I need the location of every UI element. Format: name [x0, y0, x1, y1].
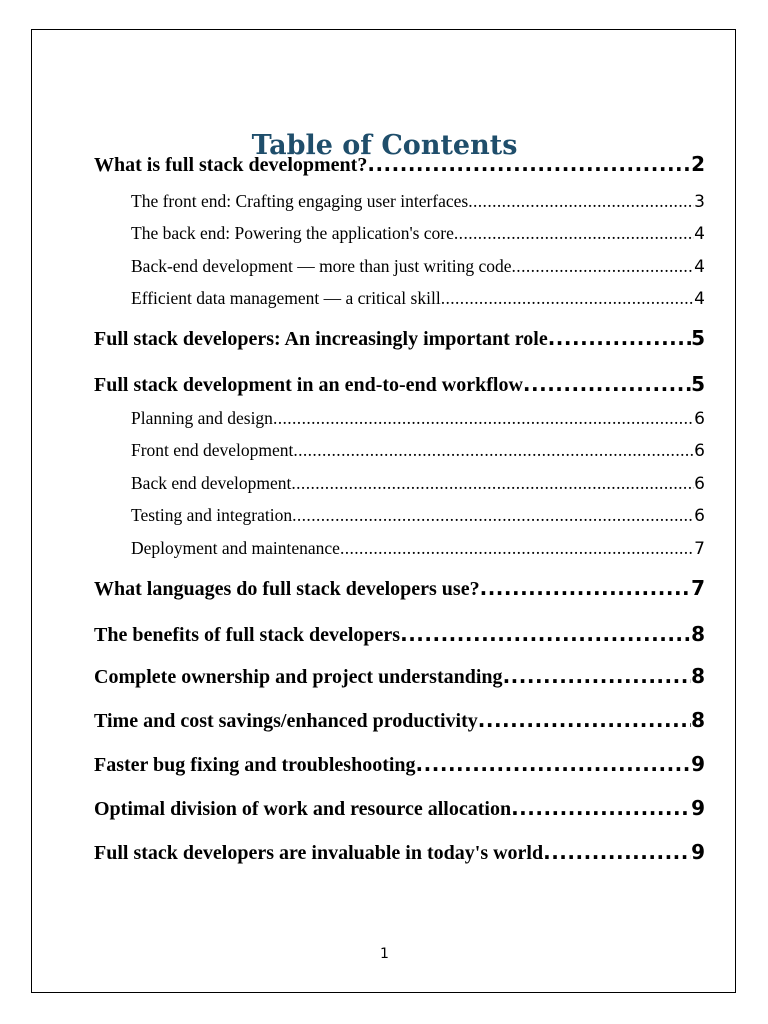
- dot-leader: [543, 839, 691, 865]
- toc-entry-page-number: 5: [691, 372, 705, 396]
- toc-entry-heading[interactable]: [94, 575, 705, 602]
- toc-entry-title: Faster bug fixing and troubleshooting: [94, 754, 416, 776]
- toc-entry-title: Time and cost savings/enhanced productivity: [94, 710, 478, 732]
- toc-entry-page-number: 6: [694, 474, 705, 494]
- toc-entry-title: Deployment and maintenance: [131, 538, 340, 558]
- dot-leader: [480, 575, 691, 601]
- toc-entry-page-number: 4: [694, 257, 705, 277]
- toc-entry-subheading[interactable]: [131, 221, 705, 246]
- toc-entry-page-number: 3: [694, 192, 705, 212]
- toc-entry-page-number: 4: [694, 289, 705, 309]
- toc-entry-subheading[interactable]: [131, 503, 705, 528]
- toc-entry-page-number: 6: [694, 506, 705, 526]
- toc-entry-page-number: 9: [691, 752, 705, 776]
- toc-entry-title: The benefits of full stack developers: [94, 624, 401, 646]
- dot-leader: [511, 795, 691, 821]
- toc-entry-title: Full stack development in an end-to-end workflow: [94, 374, 523, 396]
- toc-entry-page-number: 8: [691, 622, 705, 646]
- toc-entry-page-number: 5: [691, 326, 705, 350]
- page-number: 1: [380, 946, 389, 962]
- toc-entry-page-number: 8: [691, 664, 705, 688]
- toc-entry-title: Complete ownership and project understanding: [94, 666, 503, 688]
- toc-entry-title: Efficient data management — a critical skill: [131, 288, 441, 308]
- toc-entry-subheading[interactable]: [131, 536, 705, 561]
- toc-entry-page-number: 4: [694, 224, 705, 244]
- toc-entry-title: Optimal division of work and resource allocation: [94, 798, 512, 820]
- toc-entry-heading[interactable]: [94, 371, 705, 398]
- toc-entry-page-number: 8: [691, 708, 705, 732]
- toc-entry-subheading[interactable]: [131, 471, 705, 496]
- toc-entry-title: Full stack developers: An increasingly important role: [94, 328, 548, 350]
- toc-entry-page-number: 7: [694, 539, 705, 559]
- dot-leader: [441, 286, 694, 310]
- toc-title: Table of Contents: [251, 130, 518, 161]
- toc-entry-page-number: 6: [694, 409, 705, 429]
- toc-entry-title: The front end: Crafting engaging user interfaces: [131, 191, 469, 211]
- toc-entry-page-number: 6: [694, 441, 705, 461]
- toc-entry-page-number: 9: [691, 840, 705, 864]
- dot-leader: [503, 663, 692, 689]
- toc-entry-heading[interactable]: [94, 839, 705, 866]
- dot-leader: [293, 438, 694, 462]
- toc-entry-title: Testing and integration: [131, 505, 293, 525]
- toc-entry-heading[interactable]: [94, 795, 705, 822]
- toc-entry-heading[interactable]: [94, 621, 705, 648]
- dot-leader: [400, 621, 691, 647]
- dot-leader: [292, 503, 694, 527]
- dot-leader: [523, 371, 691, 397]
- dot-leader: [478, 707, 691, 733]
- dot-leader: [454, 221, 694, 245]
- toc-entry-title: Back end development: [131, 473, 292, 493]
- toc-entry-title: Front end development: [131, 440, 294, 460]
- toc-entry-heading[interactable]: [94, 707, 705, 734]
- toc-entry-title: Planning and design: [131, 408, 273, 428]
- toc-entry-subheading[interactable]: [131, 406, 705, 431]
- toc-entry-subheading[interactable]: [131, 254, 705, 279]
- toc-entry-page-number: 7: [691, 576, 705, 600]
- toc-entry-subheading[interactable]: [131, 438, 705, 463]
- toc-entry-title: What is full stack development?: [94, 154, 368, 176]
- toc-entry-title: The back end: Powering the application's core: [131, 223, 454, 243]
- toc-entry-title: What languages do full stack developers use?: [94, 578, 480, 600]
- dot-leader: [416, 751, 692, 777]
- toc-entry-heading[interactable]: [94, 663, 705, 690]
- dot-leader: [340, 536, 694, 560]
- document-page: [31, 29, 736, 993]
- dot-leader: [273, 406, 694, 430]
- toc-entry-title: Full stack developers are invaluable in today's world: [94, 842, 544, 864]
- dot-leader: [367, 151, 691, 177]
- toc-entry-subheading[interactable]: [131, 286, 705, 311]
- dot-leader: [548, 325, 691, 351]
- dot-leader: [291, 471, 694, 495]
- toc-entry-page-number: 9: [691, 796, 705, 820]
- toc-entry-heading[interactable]: [94, 151, 705, 178]
- dot-leader: [468, 189, 694, 213]
- toc-entry-heading[interactable]: [94, 751, 705, 778]
- toc-entry-page-number: 2: [691, 152, 705, 176]
- toc-entry-heading[interactable]: [94, 325, 705, 352]
- dot-leader: [512, 254, 695, 278]
- toc-entry-title: Back-end development — more than just writing code: [131, 256, 512, 276]
- toc-entry-subheading[interactable]: [131, 189, 705, 214]
